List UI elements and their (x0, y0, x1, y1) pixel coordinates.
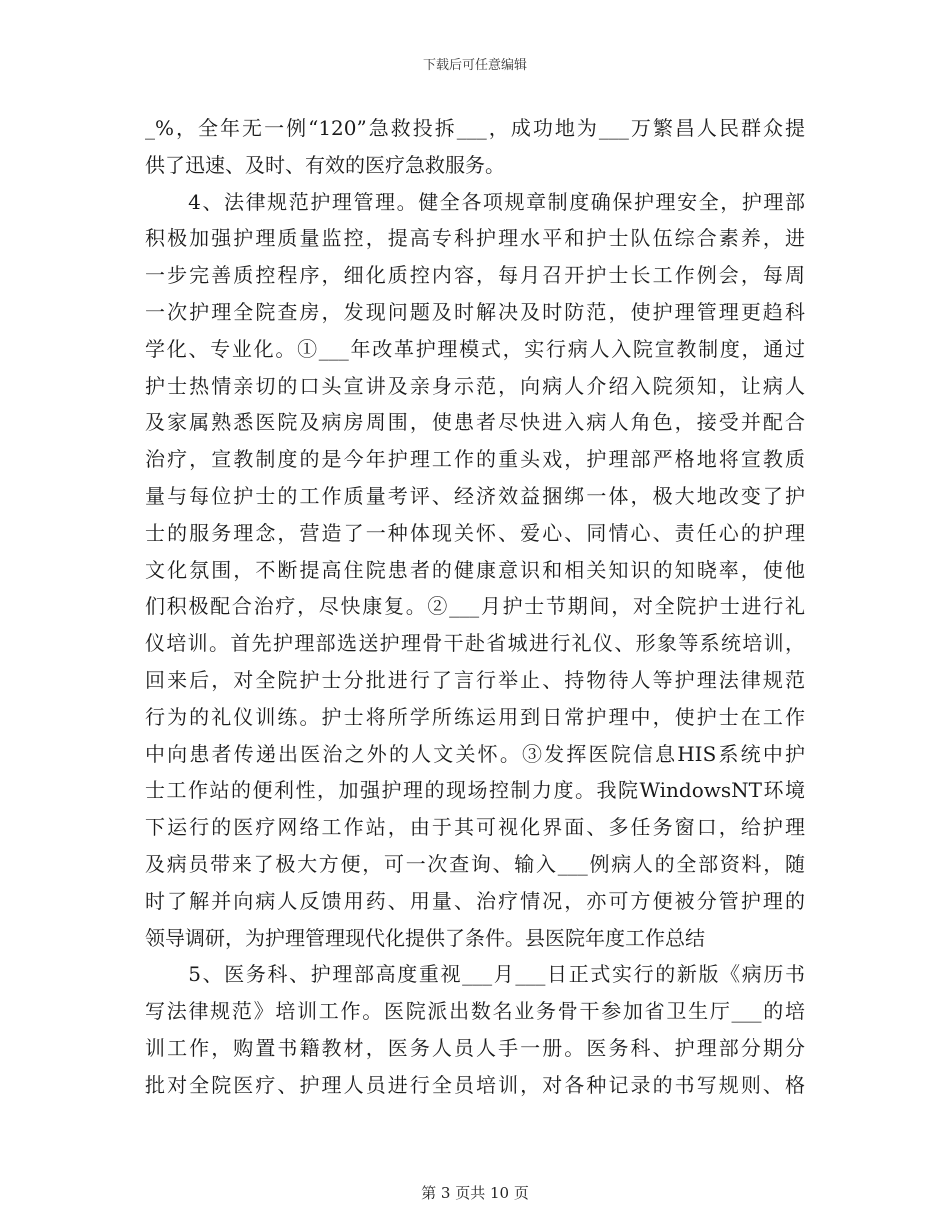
text-line: 士的服务理念，营造了一种体现关怀、爱心、同情心、责任心的护理 (145, 520, 805, 545)
text-line: 写法律规范》培训工作。医院派出数名业务骨干参加省卫生厅___的培 (145, 999, 805, 1024)
text-line: 及家属熟悉医院及病房周围，使患者尽快进入病人角色，接受并配合 (145, 410, 805, 435)
text-line: 下运行的医疗网络工作站，由于其可视化界面、多任务窗口，给护理 (145, 815, 805, 840)
text-line: 文化氛围，不断提高住院患者的健康意识和相关知识的知晓率，使他 (145, 557, 805, 582)
text-line: 中向患者传递出医治之外的人文关怀。③发挥医院信息HIS系统中护 (145, 741, 805, 766)
text-line: 5、医务科、护理部高度重视___月___日正式实行的新版《病历书 (145, 962, 805, 987)
text-line: 行为的礼仪训练。护士将所学所练运用到日常护理中，使护士在工作 (145, 704, 805, 729)
document-body (145, 110, 805, 1104)
page-number: 第 3 页共 10 页 (421, 1184, 529, 1202)
text-line: 及病员带来了极大方便，可一次查询、输入___例病人的全部资料，随 (145, 851, 805, 876)
text-line: 一步完善质控程序，细化质控内容，每月召开护士长工作例会，每周 (145, 263, 805, 288)
text-line: 学化、专业化。①___年改革护理模式，实行病人入院宣教制度，通过 (145, 336, 805, 361)
text-line: 供了迅速、及时、有效的医疗急救服务。 (145, 152, 505, 177)
page-header: 下载后可任意编辑 (422, 58, 527, 73)
text-line: 们积极配合治疗，尽快康复。②___月护士节期间，对全院护士进行礼 (145, 594, 805, 619)
text-line: 回来后，对全院护士分批进行了言行举止、持物待人等护理法律规范 (145, 667, 805, 692)
text-line: 时了解并向病人反馈用药、用量、治疗情况，亦可方便被分管护理的 (145, 888, 805, 913)
text-line: 仪培训。首先护理部选送护理骨干赴省城进行礼仪、形象等系统培训， (145, 631, 805, 656)
text-line: 批对全院医疗、护理人员进行全员培训，对各种记录的书写规则、格 (145, 1072, 805, 1097)
text-line: 4、法律规范护理管理。健全各项规章制度确保护理安全，护理部 (145, 189, 805, 214)
text-line: 一次护理全院查房，发现问题及时解决及时防范，使护理管理更趋科 (145, 299, 805, 324)
text-line: 士工作站的便利性，加强护理的现场控制力度。我院WindowsNT环境 (145, 778, 805, 803)
text-line: 护士热情亲切的口头宣讲及亲身示范，向病人介绍入院须知，让病人 (145, 373, 805, 398)
text-line: 领导调研，为护理管理现代化提供了条件。县医院年度工作总结 (145, 925, 705, 950)
text-line: _%，全年无一例“120”急救投拆___，成功地为___万繁昌人民群众提 (145, 116, 805, 140)
text-line: 训工作，购置书籍教材，医务人员人手一册。医务科、护理部分期分 (145, 1035, 805, 1060)
text-line: 量与每位护士的工作质量考评、经济效益捆绑一体，极大地改变了护 (145, 483, 805, 508)
text-line: 积极加强护理质量监控，提高专科护理水平和护士队伍综合素养，进 (145, 226, 805, 251)
text-line: 治疗，宣教制度的是今年护理工作的重头戏，护理部严格地将宣教质 (145, 447, 805, 472)
